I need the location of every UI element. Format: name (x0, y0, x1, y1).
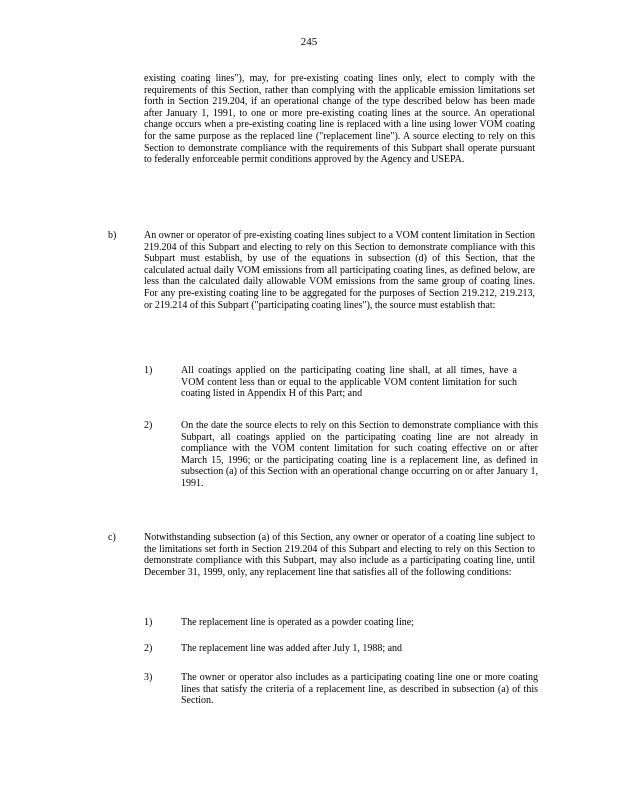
subsection-b2-label: 2) (144, 420, 153, 431)
subsection-c3-label: 3) (144, 672, 153, 683)
subsection-c2-label: 2) (144, 643, 153, 654)
subsection-b1-label: 1) (144, 365, 153, 376)
subsection-c1-label: 1) (144, 617, 153, 628)
subsection-b1-text: All coatings applied on the participating coating line shall, at all times, have a VOM content less than or equal to the applicable VOM content limitation for such coating listed in Appendix H of this Part; and (181, 365, 517, 400)
subsection-c-label: c) (108, 532, 116, 543)
subsection-b-text: An owner or operator of pre-existing coating lines subject to a VOM content limitation in Section 219.204 of this Subpart and electing to rely on this Section to demonstrate compliance with this Subpart must establish, by use of the equations in subsection (d) of this Section, that the calculated actual daily VOM emissions from all participating coating lines, as defined below, are less than the calculated daily allowable VOM emissions from the same group of coating lines. For any pre-existing coating line to be aggregated for the purposes of Section 219.212, 219.213, or 219.214 of this Subpart ("participating coating lines"), the source must establish that: (144, 230, 535, 311)
subsection-c3-text: The owner or operator also includes as a participating coating line one or more coating lines that satisfy the criteria of a replacement line, as described in subsection (a) of this Section. (181, 672, 538, 707)
paragraph-a-continued: existing coating lines"), may, for pre-existing coating lines only, elect to comply with the requirements of this Section, rather than complying with the applicable emission limitations set forth in Section 219.204, if an operational change of the type described below has been made after January 1, 1991, to one or more pre-existing coating lines at the source. An operational change occurs when a pre-existing coating line is replaced with a line using lower VOM coating for the same purpose as the replaced line ("replacement line"). A source electing to rely on this Section to demonstrate compliance with the requirements of this Subpart shall operate pursuant to federally enforceable permit conditions approved by the Agency and USEPA. (144, 73, 535, 166)
subsection-b-label: b) (108, 230, 117, 241)
subsection-c1-text: The replacement line is operated as a powder coating line; (181, 617, 414, 628)
subsection-c-text: Notwithstanding subsection (a) of this Section, any owner or operator of a coating line subject to the limitations set forth in Section 219.204 of this Subpart and electing to rely on this Section to demonstrate compliance with this Subpart, may also include as a participating coating line, until December 31, 1999, only, any replacement line that satisfies all of the following conditions: (144, 532, 535, 578)
subsection-b2-text: On the date the source elects to rely on this Section to demonstrate compliance with this Subpart, all coatings applied on the participating coating line are not already in compliance with the VOM content limitation for such coating effective on or after March 15, 1996; or the participating coating line is a replacement line, as defined in subsection (a) of this Section with an operational change occurring on or after January 1, 1991. (181, 420, 538, 489)
page-number: 245 (300, 36, 318, 48)
subsection-c2-text: The replacement line was added after July 1, 1988; and (181, 643, 403, 654)
